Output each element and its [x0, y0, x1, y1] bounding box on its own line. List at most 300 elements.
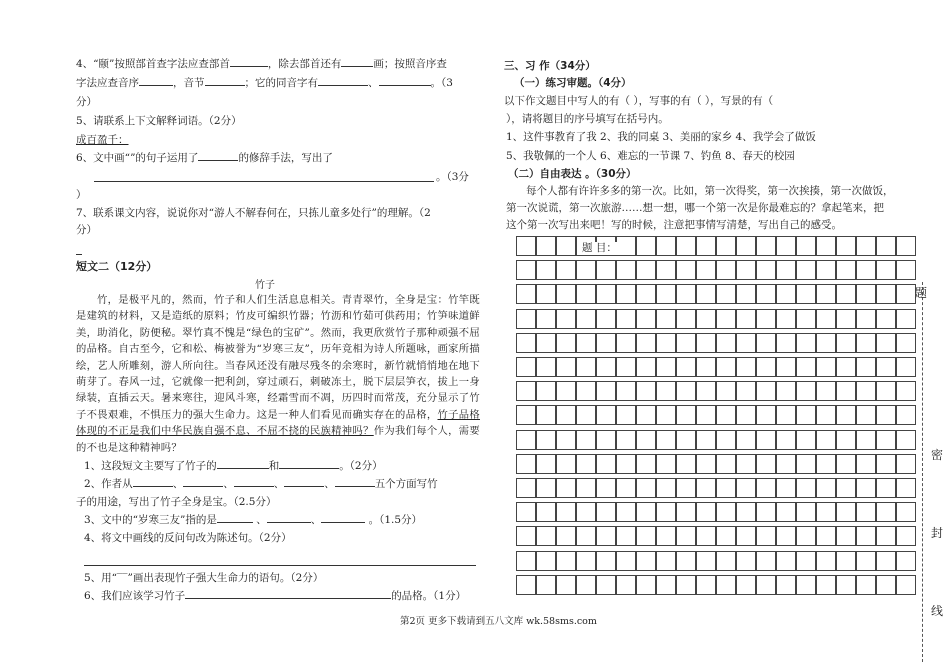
grid-cell[interactable] — [856, 526, 876, 546]
grid-cell[interactable] — [796, 405, 816, 425]
grid-cell[interactable] — [596, 405, 616, 425]
grid-cell[interactable] — [636, 454, 656, 474]
grid-cell[interactable] — [656, 502, 676, 522]
grid-cell[interactable] — [856, 260, 876, 280]
grid-cell[interactable] — [756, 478, 776, 498]
grid-cell[interactable] — [616, 381, 636, 401]
grid-cell[interactable] — [816, 551, 836, 571]
grid-cell[interactable] — [856, 575, 876, 595]
grid-cell[interactable] — [596, 502, 616, 522]
grid-cell[interactable] — [616, 478, 636, 498]
grid-cell[interactable] — [876, 381, 896, 401]
grid-cell[interactable] — [576, 478, 596, 498]
grid-cell[interactable] — [756, 284, 776, 304]
grid-cell[interactable] — [776, 575, 796, 595]
grid-cell[interactable] — [756, 551, 776, 571]
grid-cell[interactable] — [556, 551, 576, 571]
grid-cell[interactable] — [876, 357, 896, 377]
grid-cell[interactable] — [676, 454, 696, 474]
grid-cell[interactable] — [796, 551, 816, 571]
grid-cell[interactable] — [676, 260, 696, 280]
grid-cell[interactable] — [816, 357, 836, 377]
grid-cell[interactable] — [776, 454, 796, 474]
grid-cell[interactable] — [516, 284, 536, 304]
grid-cell[interactable] — [616, 284, 636, 304]
grid-cell[interactable] — [876, 309, 896, 329]
grid-cell[interactable] — [876, 478, 896, 498]
grid-cell[interactable] — [716, 454, 736, 474]
grid-cell[interactable] — [616, 333, 636, 353]
grid-cell[interactable] — [616, 236, 636, 256]
grid-cell[interactable] — [896, 526, 916, 546]
grid-cell[interactable] — [756, 454, 776, 474]
grid-cell[interactable] — [736, 526, 756, 546]
grid-cell[interactable] — [556, 502, 576, 522]
grid-cell[interactable] — [736, 236, 756, 256]
grid-cell[interactable] — [636, 551, 656, 571]
grid-cell[interactable] — [576, 454, 596, 474]
grid-cell[interactable] — [796, 236, 816, 256]
grid-cell[interactable] — [796, 357, 816, 377]
grid-cell[interactable] — [556, 430, 576, 450]
grid-cell[interactable] — [796, 454, 816, 474]
grid-cell[interactable] — [556, 454, 576, 474]
grid-cell[interactable] — [736, 309, 756, 329]
grid-cell[interactable] — [636, 381, 656, 401]
grid-cell[interactable] — [696, 236, 716, 256]
grid-cell[interactable] — [676, 357, 696, 377]
grid-cell[interactable] — [776, 309, 796, 329]
grid-cell[interactable] — [876, 405, 896, 425]
grid-cell[interactable] — [716, 357, 736, 377]
grid-cell[interactable] — [896, 381, 916, 401]
grid-cell[interactable] — [876, 575, 896, 595]
grid-cell[interactable] — [556, 309, 576, 329]
grid-cell[interactable] — [576, 430, 596, 450]
grid-cell[interactable] — [656, 575, 676, 595]
grid-cell[interactable] — [516, 454, 536, 474]
q6-answer-line[interactable] — [94, 181, 434, 182]
grid-cell[interactable] — [596, 357, 616, 377]
grid-cell[interactable] — [836, 526, 856, 546]
grid-cell[interactable] — [756, 526, 776, 546]
grid-cell[interactable] — [576, 405, 596, 425]
grid-cell[interactable] — [816, 405, 836, 425]
grid-cell[interactable] — [596, 575, 616, 595]
s4-answer-line[interactable] — [84, 565, 476, 566]
grid-cell[interactable] — [736, 551, 756, 571]
grid-cell[interactable] — [676, 284, 696, 304]
grid-cell[interactable] — [876, 502, 896, 522]
grid-cell[interactable] — [716, 405, 736, 425]
grid-cell[interactable] — [676, 575, 696, 595]
grid-cell[interactable] — [556, 526, 576, 546]
grid-cell[interactable] — [616, 260, 636, 280]
grid-cell[interactable] — [596, 284, 616, 304]
grid-cell[interactable] — [776, 381, 796, 401]
grid-cell[interactable] — [796, 309, 816, 329]
grid-cell[interactable] — [516, 526, 536, 546]
grid-cell[interactable] — [676, 309, 696, 329]
grid-cell[interactable] — [736, 502, 756, 522]
grid-cell[interactable] — [716, 478, 736, 498]
grid-cell[interactable] — [696, 309, 716, 329]
grid-cell[interactable] — [636, 478, 656, 498]
grid-cell[interactable] — [656, 405, 676, 425]
grid-cell[interactable] — [836, 284, 856, 304]
grid-cell[interactable] — [656, 284, 676, 304]
grid-cell[interactable] — [716, 502, 736, 522]
grid-cell[interactable] — [796, 526, 816, 546]
grid-cell[interactable] — [556, 381, 576, 401]
grid-cell[interactable] — [716, 284, 736, 304]
grid-cell[interactable] — [776, 551, 796, 571]
grid-cell[interactable] — [656, 309, 676, 329]
grid-cell[interactable] — [536, 309, 556, 329]
grid-cell[interactable] — [816, 260, 836, 280]
grid-cell[interactable] — [836, 260, 856, 280]
grid-cell[interactable] — [656, 551, 676, 571]
grid-cell[interactable] — [576, 526, 596, 546]
grid-cell[interactable] — [776, 260, 796, 280]
grid-cell[interactable] — [596, 309, 616, 329]
grid-cell[interactable] — [616, 575, 636, 595]
grid-cell[interactable] — [536, 478, 556, 498]
grid-cell[interactable] — [576, 381, 596, 401]
grid-cell[interactable] — [676, 551, 696, 571]
grid-cell[interactable] — [836, 333, 856, 353]
grid-cell[interactable] — [636, 333, 656, 353]
grid-cell[interactable] — [716, 575, 736, 595]
grid-cell[interactable] — [716, 260, 736, 280]
grid-cell[interactable] — [516, 405, 536, 425]
grid-cell[interactable] — [596, 260, 616, 280]
grid-cell[interactable] — [896, 284, 916, 304]
grid-cell[interactable] — [796, 478, 816, 498]
grid-cell[interactable] — [856, 405, 876, 425]
grid-cell[interactable] — [896, 454, 916, 474]
grid-cell[interactable] — [696, 502, 716, 522]
grid-cell[interactable] — [516, 502, 536, 522]
grid-cell[interactable] — [856, 236, 876, 256]
grid-cell[interactable] — [836, 478, 856, 498]
grid-cell[interactable] — [516, 333, 536, 353]
grid-cell[interactable] — [816, 526, 836, 546]
grid-cell[interactable] — [616, 430, 636, 450]
grid-cell[interactable] — [896, 405, 916, 425]
grid-cell[interactable] — [776, 236, 796, 256]
grid-cell[interactable] — [736, 357, 756, 377]
grid-cell[interactable] — [836, 381, 856, 401]
grid-cell[interactable] — [896, 333, 916, 353]
grid-cell[interactable] — [536, 575, 556, 595]
grid-cell[interactable] — [696, 405, 716, 425]
grid-cell[interactable] — [676, 333, 696, 353]
grid-cell[interactable] — [716, 333, 736, 353]
grid-cell[interactable] — [896, 478, 916, 498]
grid-cell[interactable] — [536, 502, 556, 522]
grid-cell[interactable] — [576, 575, 596, 595]
grid-cell[interactable] — [776, 430, 796, 450]
grid-cell[interactable] — [696, 551, 716, 571]
grid-cell[interactable] — [636, 236, 656, 256]
grid-cell[interactable] — [576, 333, 596, 353]
grid-cell[interactable] — [696, 381, 716, 401]
grid-cell[interactable] — [656, 430, 676, 450]
grid-cell[interactable] — [776, 478, 796, 498]
grid-cell[interactable] — [816, 478, 836, 498]
grid-cell[interactable] — [756, 236, 776, 256]
grid-cell[interactable] — [836, 309, 856, 329]
grid-cell[interactable] — [896, 551, 916, 571]
grid-cell[interactable] — [656, 381, 676, 401]
grid-cell[interactable] — [576, 260, 596, 280]
grid-cell[interactable] — [896, 502, 916, 522]
grid-cell[interactable] — [656, 333, 676, 353]
grid-cell[interactable] — [736, 405, 756, 425]
grid-cell[interactable] — [676, 236, 696, 256]
grid-cell[interactable] — [876, 551, 896, 571]
grid-cell[interactable] — [856, 381, 876, 401]
grid-cell[interactable] — [596, 526, 616, 546]
grid-cell[interactable] — [756, 502, 776, 522]
grid-cell[interactable] — [616, 405, 636, 425]
grid-cell[interactable] — [576, 309, 596, 329]
grid-cell[interactable] — [536, 357, 556, 377]
grid-cell[interactable] — [896, 236, 916, 256]
grid-cell[interactable] — [556, 333, 576, 353]
grid-cell[interactable] — [636, 284, 656, 304]
grid-cell[interactable] — [696, 454, 716, 474]
grid-cell[interactable] — [816, 502, 836, 522]
grid-cell[interactable] — [576, 502, 596, 522]
grid-cell[interactable] — [536, 454, 556, 474]
grid-cell[interactable] — [876, 526, 896, 546]
grid-cell[interactable] — [896, 430, 916, 450]
grid-cell[interactable] — [736, 454, 756, 474]
grid-cell[interactable] — [536, 551, 556, 571]
grid-cell[interactable] — [656, 236, 676, 256]
grid-cell[interactable] — [796, 284, 816, 304]
grid-cell[interactable] — [796, 260, 816, 280]
grid-cell[interactable] — [536, 526, 556, 546]
grid-cell[interactable] — [676, 430, 696, 450]
grid-cell[interactable] — [636, 260, 656, 280]
grid-cell[interactable] — [616, 526, 636, 546]
grid-cell[interactable] — [856, 454, 876, 474]
grid-cell[interactable] — [516, 381, 536, 401]
grid-cell[interactable] — [536, 333, 556, 353]
grid-cell[interactable] — [676, 526, 696, 546]
grid-cell[interactable] — [816, 575, 836, 595]
grid-cell[interactable] — [656, 260, 676, 280]
grid-cell[interactable] — [756, 405, 776, 425]
grid-cell[interactable] — [676, 381, 696, 401]
grid-cell[interactable] — [696, 357, 716, 377]
grid-cell[interactable] — [756, 333, 776, 353]
grid-cell[interactable] — [576, 284, 596, 304]
grid-cell[interactable] — [596, 551, 616, 571]
grid-cell[interactable] — [776, 526, 796, 546]
grid-cell[interactable] — [856, 478, 876, 498]
grid-cell[interactable] — [816, 430, 836, 450]
grid-cell[interactable] — [516, 236, 536, 256]
grid-cell[interactable] — [836, 551, 856, 571]
grid-cell[interactable] — [776, 502, 796, 522]
grid-cell[interactable] — [876, 430, 896, 450]
grid-cell[interactable] — [516, 260, 536, 280]
grid-cell[interactable] — [556, 405, 576, 425]
grid-cell[interactable] — [636, 575, 656, 595]
grid-cell[interactable] — [896, 575, 916, 595]
grid-cell[interactable] — [616, 502, 636, 522]
grid-cell[interactable] — [756, 309, 776, 329]
grid-cell[interactable] — [716, 430, 736, 450]
grid-cell[interactable] — [876, 454, 896, 474]
grid-cell[interactable] — [856, 357, 876, 377]
grid-cell[interactable] — [756, 430, 776, 450]
grid-cell[interactable] — [736, 575, 756, 595]
grid-cell[interactable] — [756, 357, 776, 377]
grid-cell[interactable] — [716, 381, 736, 401]
grid-cell[interactable] — [556, 575, 576, 595]
grid-cell[interactable] — [616, 309, 636, 329]
grid-cell[interactable] — [736, 381, 756, 401]
grid-cell[interactable] — [516, 357, 536, 377]
grid-cell[interactable] — [736, 478, 756, 498]
grid-cell[interactable] — [596, 333, 616, 353]
grid-cell[interactable] — [836, 575, 856, 595]
grid-cell[interactable] — [596, 381, 616, 401]
grid-cell[interactable] — [896, 260, 916, 280]
grid-cell[interactable] — [896, 309, 916, 329]
grid-cell[interactable] — [596, 430, 616, 450]
grid-cell[interactable] — [756, 260, 776, 280]
grid-cell[interactable] — [636, 526, 656, 546]
grid-cell[interactable] — [696, 333, 716, 353]
grid-cell[interactable] — [716, 236, 736, 256]
grid-cell[interactable] — [796, 575, 816, 595]
grid-cell[interactable] — [816, 236, 836, 256]
grid-cell[interactable] — [876, 260, 896, 280]
grid-cell[interactable] — [636, 309, 656, 329]
grid-cell[interactable] — [576, 357, 596, 377]
grid-cell[interactable] — [556, 260, 576, 280]
grid-cell[interactable] — [876, 236, 896, 256]
grid-cell[interactable] — [656, 478, 676, 498]
grid-cell[interactable] — [556, 284, 576, 304]
grid-cell[interactable] — [736, 430, 756, 450]
grid-cell[interactable] — [596, 478, 616, 498]
grid-cell[interactable] — [876, 284, 896, 304]
grid-cell[interactable] — [656, 454, 676, 474]
grid-cell[interactable] — [796, 430, 816, 450]
grid-cell[interactable] — [836, 454, 856, 474]
grid-cell[interactable] — [776, 284, 796, 304]
grid-cell[interactable] — [656, 526, 676, 546]
grid-cell[interactable] — [856, 430, 876, 450]
grid-cell[interactable] — [736, 260, 756, 280]
grid-cell[interactable] — [516, 575, 536, 595]
grid-cell[interactable] — [676, 405, 696, 425]
grid-cell[interactable] — [756, 575, 776, 595]
grid-cell[interactable] — [616, 357, 636, 377]
grid-cell[interactable] — [536, 430, 556, 450]
grid-cell[interactable] — [696, 526, 716, 546]
grid-cell[interactable] — [696, 284, 716, 304]
grid-cell[interactable] — [756, 381, 776, 401]
grid-cell[interactable] — [616, 551, 636, 571]
grid-cell[interactable] — [676, 478, 696, 498]
grid-cell[interactable] — [696, 575, 716, 595]
grid-cell[interactable] — [636, 430, 656, 450]
grid-cell[interactable] — [856, 309, 876, 329]
grid-cell[interactable] — [616, 454, 636, 474]
grid-cell[interactable] — [636, 357, 656, 377]
grid-cell[interactable] — [536, 260, 556, 280]
grid-cell[interactable] — [796, 333, 816, 353]
grid-cell[interactable] — [636, 405, 656, 425]
grid-cell[interactable] — [836, 236, 856, 256]
grid-cell[interactable] — [796, 502, 816, 522]
grid-cell[interactable] — [836, 405, 856, 425]
grid-cell[interactable] — [556, 236, 576, 256]
grid-cell[interactable] — [816, 284, 836, 304]
grid-cell[interactable] — [856, 551, 876, 571]
grid-cell[interactable] — [876, 333, 896, 353]
grid-cell[interactable] — [816, 454, 836, 474]
grid-cell[interactable] — [716, 309, 736, 329]
grid-cell[interactable] — [816, 333, 836, 353]
grid-cell[interactable] — [576, 551, 596, 571]
grid-cell[interactable] — [596, 454, 616, 474]
grid-cell[interactable] — [516, 430, 536, 450]
grid-cell[interactable] — [656, 357, 676, 377]
grid-cell[interactable] — [516, 309, 536, 329]
grid-cell[interactable] — [836, 502, 856, 522]
grid-cell[interactable] — [836, 430, 856, 450]
grid-cell[interactable] — [536, 284, 556, 304]
grid-cell[interactable] — [556, 357, 576, 377]
grid-cell[interactable] — [716, 551, 736, 571]
grid-cell[interactable] — [856, 284, 876, 304]
grid-cell[interactable] — [776, 357, 796, 377]
grid-cell[interactable] — [556, 478, 576, 498]
grid-cell[interactable] — [676, 502, 696, 522]
grid-cell[interactable] — [696, 478, 716, 498]
grid-cell[interactable] — [516, 551, 536, 571]
grid-cell[interactable] — [816, 309, 836, 329]
grid-cell[interactable] — [736, 333, 756, 353]
grid-cell[interactable] — [776, 405, 796, 425]
grid-cell[interactable] — [896, 357, 916, 377]
grid-cell[interactable] — [796, 381, 816, 401]
grid-cell[interactable] — [736, 284, 756, 304]
grid-cell[interactable] — [776, 333, 796, 353]
grid-cell[interactable] — [716, 526, 736, 546]
grid-cell[interactable] — [516, 478, 536, 498]
grid-cell[interactable] — [636, 502, 656, 522]
grid-cell[interactable] — [816, 381, 836, 401]
grid-cell[interactable] — [696, 260, 716, 280]
grid-cell[interactable] — [536, 236, 556, 256]
grid-cell[interactable] — [536, 381, 556, 401]
grid-cell[interactable] — [856, 333, 876, 353]
grid-cell[interactable] — [696, 430, 716, 450]
grid-cell[interactable] — [836, 357, 856, 377]
grid-cell[interactable] — [856, 502, 876, 522]
grid-cell[interactable] — [536, 405, 556, 425]
